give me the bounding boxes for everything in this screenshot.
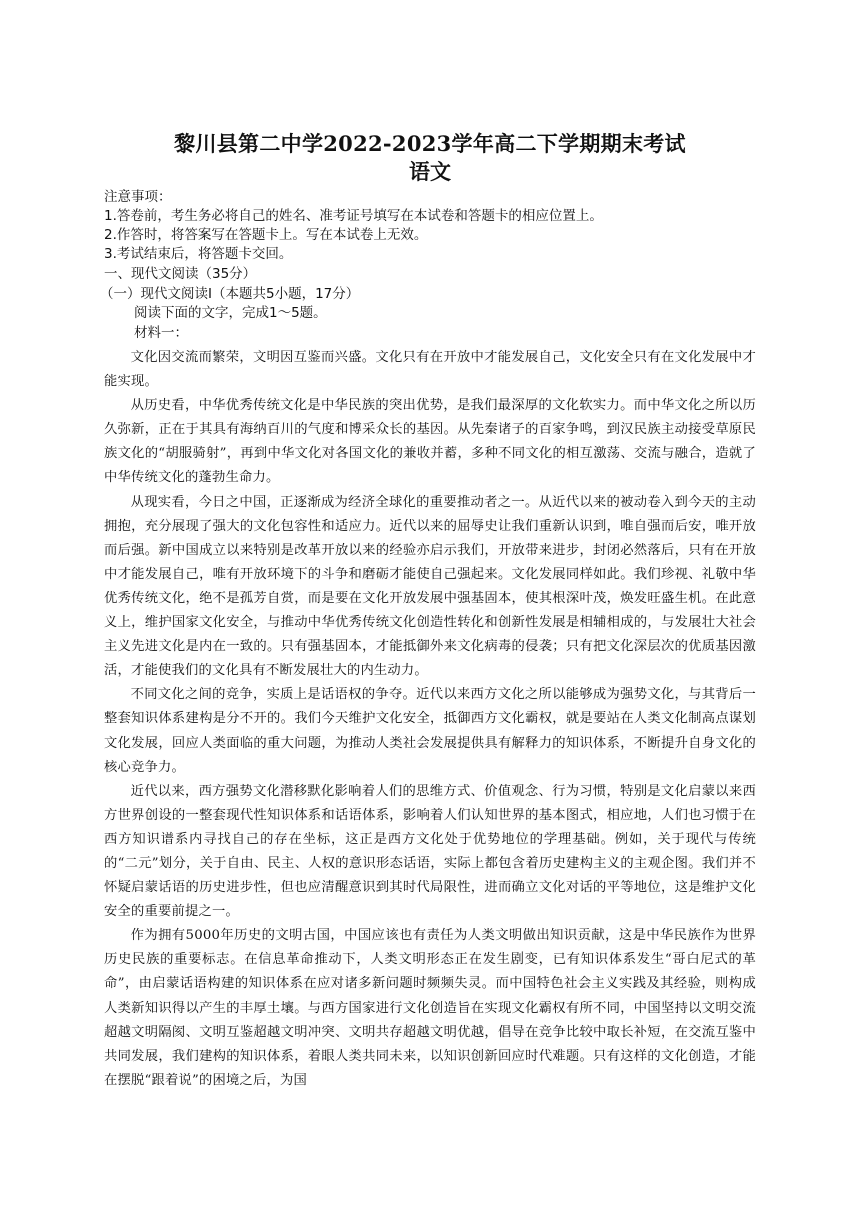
section-subheading: （一）现代文阅读Ⅰ（本题共5小题，17分） xyxy=(100,286,360,302)
section-heading: 一、现代文阅读（35分） xyxy=(104,266,257,282)
reading-instruction: 阅读下面的文字，完成1～5题。 xyxy=(134,305,327,321)
notice-item-3: 3.考试结束后，将答题卡交回。 xyxy=(104,246,293,262)
notice-item-1: 1.答卷前，考生务必将自己的姓名、准考证号填写在本试卷和答题卡的相应位置上。 xyxy=(104,208,603,224)
paragraph: 近代以来，西方强势文化潜移默化影响着人们的思维方式、价值观念、行为习惯，特别是文化启蒙以来西方世界创设的一整套现代性知识体系和话语体系，影响着人们认知世界的基本图式，相应地，人们也习惯于在西方知识谱系内寻找自己的存在坐标，这正是西方文化处于优势地位的学理基础。例如，关于现代与传统的“二元”划分，关于自由、民主、人权的意识形态话语，实际上都包含着历史建构主义的主观企图。我们并不怀疑启蒙话语的历史进步性，但也应清醒意识到其时代局限性，进而确立文化对话的平等地位，这是维护文化安全的重要前提之一。 xyxy=(104,783,756,920)
paragraph: 作为拥有5000年历史的文明古国，中国应该也有责任为人类文明做出知识贡献，这是中华民族作为世界历史民族的重要标志。在信息革命推动下，人类文明形态正在发生剧变，已有知识体系发生“哥白尼式的革命”，由启蒙话语构建的知识体系在应对诸多新问题时频频失灵。而中国特色社会主义实践及其经验，则构成人类新知识得以产生的丰厚土壤。与西方国家进行文化创造旨在实现文化霸权有所不同，中国坚持以文明交流超越文明隔阂、文明互鉴超越文明冲突、文明共存超越文明优越，倡导在竞争比较中取长补短，在交流互鉴中共同发展，我们建构的知识体系，着眼人类共同未来，以知识创新回应时代难题。只有这样的文化创造，才能在摆脱“跟着说”的困境之后，为国 xyxy=(104,928,756,1088)
reading-passage xyxy=(104,346,756,1093)
exam-subject: 语文 xyxy=(409,159,451,184)
paragraph: 从现实看，今日之中国，正逐渐成为经济全球化的重要推动者之一。从近代以来的被动卷入到今天的主动拥抱，充分展现了强大的文化包容性和适应力。近代以来的屈辱史让我们重新认识到，唯自强而后安，唯开放而后强。新中国成立以来特别是改革开放以来的经验亦启示我们，开放带来进步，封闭必然落后，只有在开放中才能发展自己，唯有开放环境下的斗争和磨砺才能使自己强起来。文化发展同样如此。我们珍视、礼敬中华优秀传统文化，绝不是孤芳自赏，而是要在文化开放发展中强基固本，使其根深叶茂，焕发旺盛生机。在此意义上，维护国家文化安全，与推动中华优秀传统文化创造性转化和创新性发展是相辅相成的，与发展壮大社会主义先进文化是内在一致的。只有强基固本，才能抵御外来文化病毒的侵袭；只有把文化深层次的优质基因激活，才能使我们的文化具有不断发展壮大的内生动力。 xyxy=(104,494,756,679)
paragraph: 文化因交流而繁荣，文明因互鉴而兴盛。文化只有在开放中才能发展自己，文化安全只有在文化发展中才能实现。 xyxy=(104,350,756,390)
paragraph: 不同文化之间的竞争，实质上是话语权的争夺。近代以来西方文化之所以能够成为强势文化，与其背后一整套知识体系建构是分不开的。我们今天维护文化安全，抵御西方文化霸权，就是要站在人类文化制高点谋划文化发展，回应人类面临的重大问题，为推动人类社会发展提供具有解释力的知识体系，不断提升自身文化的核心竞争力。 xyxy=(104,687,756,775)
material-label: 材料一： xyxy=(134,325,188,341)
exam-title: 黎川县第二中学2022-2023学年高二下学期期末考试 xyxy=(174,131,686,156)
notice-heading: 注意事项： xyxy=(104,189,172,205)
paragraph: 从历史看，中华优秀传统文化是中华民族的突出优势，是我们最深厚的文化软实力。而中华文化之所以历久弥新，正在于其具有海纳百川的气度和博采众长的基因。从先秦诸子的百家争鸣，到汉民族主动接受草原民族文化的“胡服骑射”，再到中华文化对各国文化的兼收并蓄，多种不同文化的相互激荡、交流与融合，造就了中华传统文化的蓬勃生命力。 xyxy=(104,398,756,486)
notice-item-2: 2.作答时，将答案写在答题卡上。写在本试卷上无效。 xyxy=(104,227,428,243)
